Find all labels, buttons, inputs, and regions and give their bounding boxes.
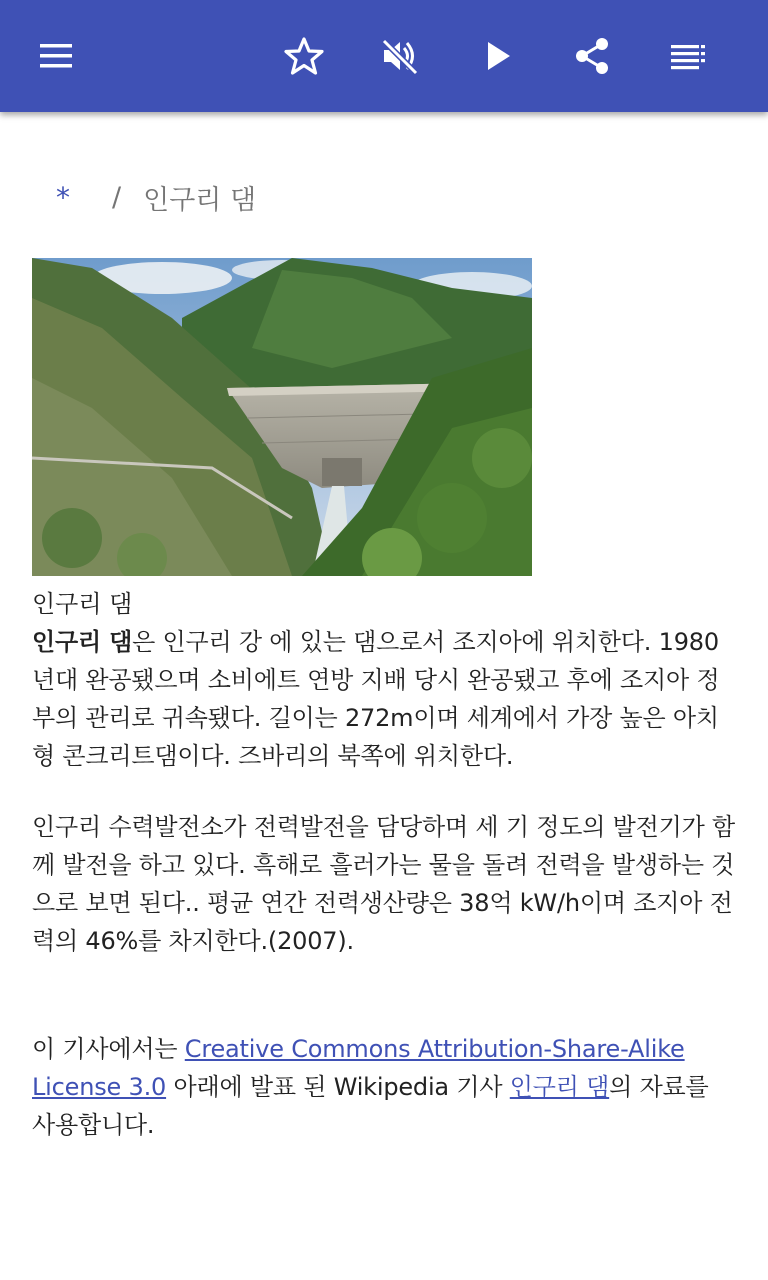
play-icon[interactable] — [470, 28, 526, 84]
breadcrumb-home[interactable]: * — [56, 181, 70, 214]
license-suffix: 의 자료를 사용합니다. — [32, 1073, 709, 1139]
list-icon[interactable] — [660, 28, 716, 84]
license-notice — [32, 1030, 738, 1144]
article-paragraph-1 — [32, 623, 738, 775]
app-toolbar — [0, 0, 768, 112]
article-source-link[interactable]: 인구리 댐 — [509, 1073, 610, 1101]
menu-icon[interactable] — [28, 28, 84, 84]
volume-off-icon[interactable] — [372, 28, 428, 84]
article-paragraph-2: 인구리 수력발전소가 전력발전을 담당하며 세 기 정도의 발전기가 함께 발전을 하고 있다. 흑해로 흘러가는 물을 돌려 전력을 발생하는 것으로 보면 된다.. 평균 연간 전력생산량은 38억 kW/h이며 조지아 전력의 46%를 차지한다.(2007). — [32, 813, 735, 955]
article-paragraph-1-text: 은 인구리 강 에 있는 댐으로서 조지아에 위치한다. 1980년대 완공됐으며 소비에트 연방 지배 당시 완공됐고 후에 조지아 정부의 관리로 귀속됐다. 길이는 272m이며 세계에서 가장 높은 아치형 콘크리트댐이다. 즈바리의 북쪽에 위치한다. — [32, 628, 720, 770]
license-link[interactable]: Creative Commons Attribution-Share-Alike License 3.0 — [32, 1035, 685, 1101]
article-term: 인구리 댐 — [32, 628, 133, 656]
share-icon[interactable] — [564, 28, 620, 84]
breadcrumb-separator: / — [112, 182, 122, 213]
star-icon[interactable] — [276, 28, 332, 84]
image-caption: 인구리 댐 — [32, 590, 133, 618]
breadcrumb — [56, 178, 256, 217]
dam-photo — [32, 258, 532, 576]
license-prefix: 이 기사에서는 — [32, 1035, 185, 1063]
license-middle: 아래에 발표 된 Wikipedia 기사 — [166, 1073, 510, 1101]
breadcrumb-current: 인구리 댐 — [143, 185, 257, 216]
